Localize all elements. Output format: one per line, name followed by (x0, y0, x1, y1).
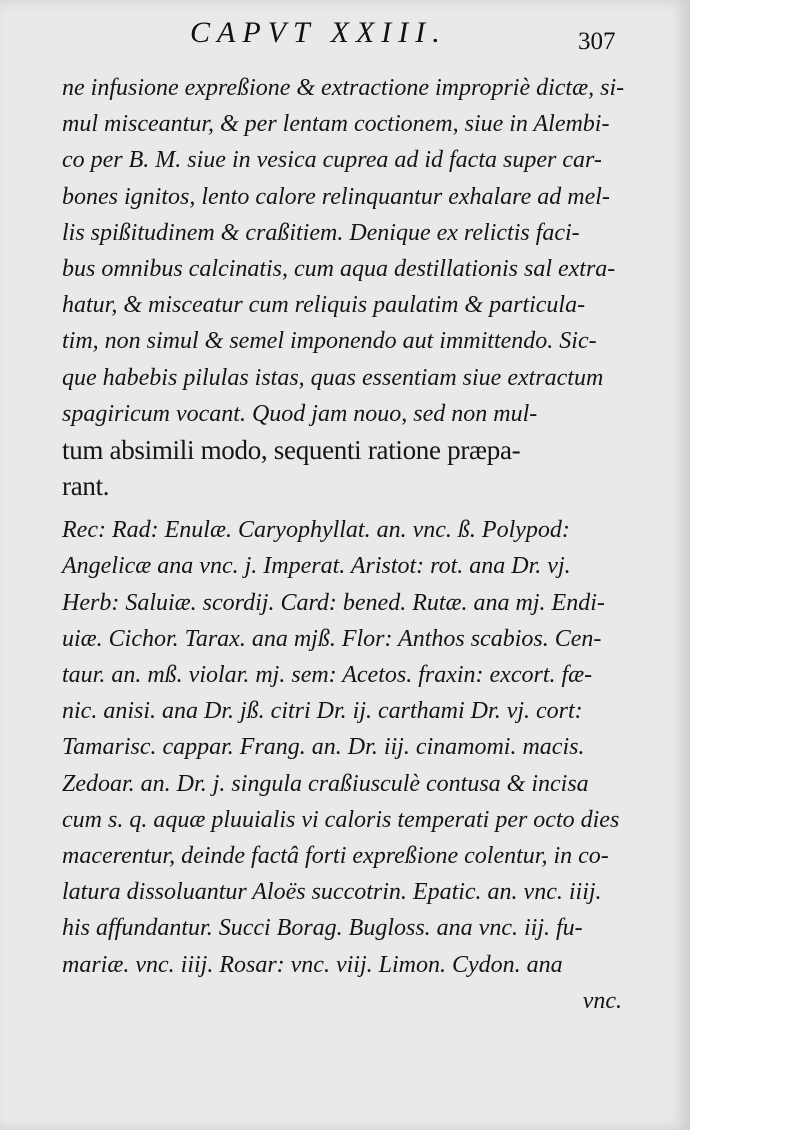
recipe-line: his affundantur. Succi Borag. Bugloss. ana vnc. iij. fu- (62, 915, 583, 942)
text-line: co per B. M. siue in vesica cuprea ad id facta super car- (62, 147, 602, 174)
recipe-line: uiæ. Cichor. Tarax. ana mjß. Flor: Anthos scabios. Cen- (62, 625, 602, 652)
text-line: rant. (62, 471, 110, 502)
recipe-line: Tamarisc. cappar. Frang. an. Dr. iij. cinamomi. macis. (62, 734, 585, 761)
scan-margin (690, 0, 800, 1130)
recipe-line: Zedoar. an. Dr. j. singula craßiusculè contusa & incisa (62, 770, 589, 797)
text-line: que habebis pilulas istas, quas essentiam siue extractum (62, 364, 604, 391)
text-line: tim, non simul & semel imponendo aut immittendo. Sic- (62, 328, 597, 355)
recipe-line: Rec: Rad: Enulæ. Caryophyllat. an. vnc. ß. Polypod: (62, 517, 570, 544)
text-line: bus omnibus calcinatis, cum aqua destillationis sal extra- (62, 255, 616, 282)
recipe-line: nic. anisi. ana Dr. jß. citri Dr. ij. carthami Dr. vj. cort: (62, 698, 583, 725)
paragraph-gap (62, 504, 652, 512)
recipe-line: Angelicæ ana vnc. j. Imperat. Aristot: rot. ana Dr. vj. (62, 553, 571, 580)
recipe-line: Herb: Saluiæ. scordij. Card: bened. Rutæ. ana mj. Endi- (62, 589, 605, 616)
recipe-line: cum s. q. aquæ pluuialis vi caloris temperati per octo dies (62, 806, 620, 833)
recipe-line: latura dissoluantur Aloës succotrin. Epatic. an. vnc. iiij. (62, 879, 602, 906)
page-number: 307 (578, 28, 616, 55)
text-line: mul misceantur, & per lentam coctionem, siue in Alembi- (62, 111, 610, 138)
text-line: hatur, & misceatur cum reliquis paulatim & particula- (62, 292, 586, 319)
text-line: spagiricum vocant. Quod jam nouo, sed non mul- (62, 400, 538, 427)
running-header: CAPVT XXIII. (190, 16, 447, 49)
body-text (62, 70, 652, 1019)
text-line: lis spißitudinem & craßitiem. Denique ex relictis faci- (62, 219, 580, 246)
text-line: bones ignitos, lento calore relinquantur exhalare ad mel- (62, 183, 610, 210)
text-line: ne infusione expreßione & extractione impropriè dictæ, si- (62, 75, 625, 101)
catchword: vnc. (582, 987, 622, 1014)
recipe-line: macerentur, deinde factâ forti expreßione colentur, in co- (62, 842, 609, 869)
text-line: tum absimili modo, sequenti ratione præpa- (62, 434, 521, 465)
recipe-line: mariæ. vnc. iiij. Rosar: vnc. viij. Limon. Cydon. ana (62, 951, 563, 978)
recipe-line: taur. an. mß. violar. mj. sem: Acetos. fraxin: excort. fæ- (62, 662, 593, 688)
